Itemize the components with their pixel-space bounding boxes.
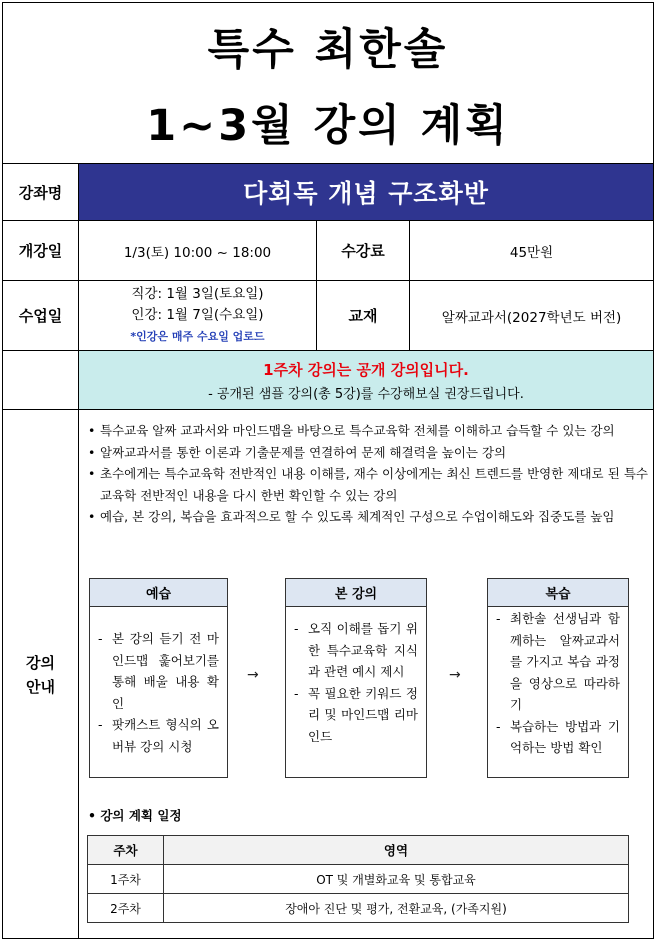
bullet-mark: • <box>88 423 96 438</box>
flow-review-body <box>488 607 628 759</box>
bullet-mark: • <box>88 444 96 460</box>
flow-main-body <box>286 607 426 747</box>
flow-item-text: 오직 이해를 돕기 위한 특수교육학 지식과 관련 예시 제시 <box>308 621 418 679</box>
class-day-online: 인강: 1월 7일(수요일) <box>131 307 264 323</box>
plan-area: OT 및 개별화교육 및 통합교육 <box>164 865 629 894</box>
flow-item <box>98 714 219 757</box>
flow-item <box>496 716 620 759</box>
flow-item-text: 최한솔 선생님과 함께하는 알짜교과서를 가지고 복습 과정을 영상으로 따라하기 <box>510 611 620 712</box>
dash-mark: - <box>496 718 501 734</box>
guide-bullet <box>88 442 648 464</box>
plan-week: 2주차 <box>88 894 164 923</box>
table-row <box>88 865 629 894</box>
notice-sub: - 공개된 샘플 강의(총 5강)를 수강해보실 권장드립니다. <box>208 386 524 402</box>
guide-label <box>3 410 79 939</box>
title-plan: 1~3월 강의 계획 <box>146 101 510 151</box>
plan-header-row <box>88 836 629 865</box>
plan-header-week: 주차 <box>88 836 164 865</box>
class-day-label: 수업일 <box>3 281 79 351</box>
class-day-value <box>79 281 317 351</box>
flow-review-head: 복습 <box>488 579 628 607</box>
class-day-note: *인강은 매주 수요일 업로드 <box>130 330 265 343</box>
guide-bullets <box>88 420 648 528</box>
flow-preview-box <box>89 578 228 778</box>
plan-header-area: 영역 <box>164 836 629 865</box>
course-name: 다회독 개념 구조화반 <box>79 164 653 221</box>
notice-box <box>79 351 653 410</box>
flow-item-text: 꼭 필요한 키워드 정리 및 마인드맵 리마인드 <box>308 685 418 744</box>
dash-mark: - <box>98 717 103 732</box>
bullet-mark: • <box>88 466 96 481</box>
dash-mark: - <box>496 611 501 626</box>
flow-main-box <box>285 578 427 778</box>
flow-item-text: 복습하는 방법과 기억하는 방법 확인 <box>510 718 620 755</box>
guide-bullet-text: 예습, 본 강의, 복습을 효과적으로 할 수 있도록 체계적인 구성으로 수업이해도와 집중도를 높임 <box>100 509 615 524</box>
plan-title <box>88 806 182 824</box>
flow-item-text: 본 강의 듣기 전 마인드맵 훑어보기를 통해 배울 내용 확인 <box>112 631 219 711</box>
start-value: 1/3(토) 10:00 ~ 18:00 <box>79 221 317 281</box>
notice-headline: 1주차 강의는 공개 강의입니다. <box>263 360 469 379</box>
class-day-offline: 직강: 1월 3일(토요일) <box>131 286 264 302</box>
bullet-mark: • <box>88 509 96 524</box>
course-label: 강좌명 <box>3 164 79 221</box>
flow-item <box>294 683 418 748</box>
flow-review-box <box>487 578 629 778</box>
start-label: 개강일 <box>3 221 79 281</box>
dash-mark: - <box>294 685 299 701</box>
textbook-label: 교재 <box>317 281 410 351</box>
dash-mark: - <box>98 631 103 646</box>
title-instructor: 특수 최한솔 <box>207 25 449 75</box>
title-block <box>3 3 653 164</box>
guide-bullet <box>88 463 648 506</box>
flow-preview-body <box>90 607 227 757</box>
flow-item <box>496 608 620 716</box>
flow-item <box>294 618 418 683</box>
guide-bullet <box>88 420 648 442</box>
flow-arrow-1: → <box>247 667 259 683</box>
notice-label-cell <box>3 351 79 410</box>
guide-bullet <box>88 506 648 528</box>
plan-week: 1주차 <box>88 865 164 894</box>
flow-item <box>98 628 219 714</box>
plan-title-text: 강의 계획 일정 <box>100 808 182 823</box>
textbook-value: 알짜교과서(2027학년도 버전) <box>410 281 653 351</box>
plan-table <box>87 835 629 923</box>
bullet-mark: • <box>88 808 96 823</box>
guide-bullet-text: 알짜교과서를 통한 이론과 기출문제를 연결하여 문제 해결력을 높이는 강의 <box>100 444 507 460</box>
flow-main-head: 본 강의 <box>286 579 426 607</box>
plan-area: 장애아 진단 및 평가, 전환교육, (가족지원) <box>164 894 629 923</box>
fee-value: 45만원 <box>410 221 653 281</box>
flow-item-text: 팟캐스트 형식의 오버뷰 강의 시청 <box>112 717 219 754</box>
guide-bullet-text: 특수교육 알짜 교과서와 마인드맵을 바탕으로 특수교육학 전체를 이해하고 습득할 수 있는 강의 <box>100 423 615 438</box>
guide-bullet-text: 초수에게는 특수교육학 전반적인 내용 이해를, 재수 이상에게는 최신 트렌드를 반영한 제대로 된 특수교육학 전반적인 내용을 다시 한번 확인할 수 있는 강의 <box>100 466 648 503</box>
flow-arrow-2: → <box>449 667 461 683</box>
table-row <box>88 894 629 923</box>
guide-label-line1: 강의 <box>26 654 55 672</box>
flow-preview-head: 예습 <box>90 579 227 607</box>
guide-label-line2: 안내 <box>26 678 55 696</box>
dash-mark: - <box>294 621 299 636</box>
fee-label: 수강료 <box>317 221 410 281</box>
